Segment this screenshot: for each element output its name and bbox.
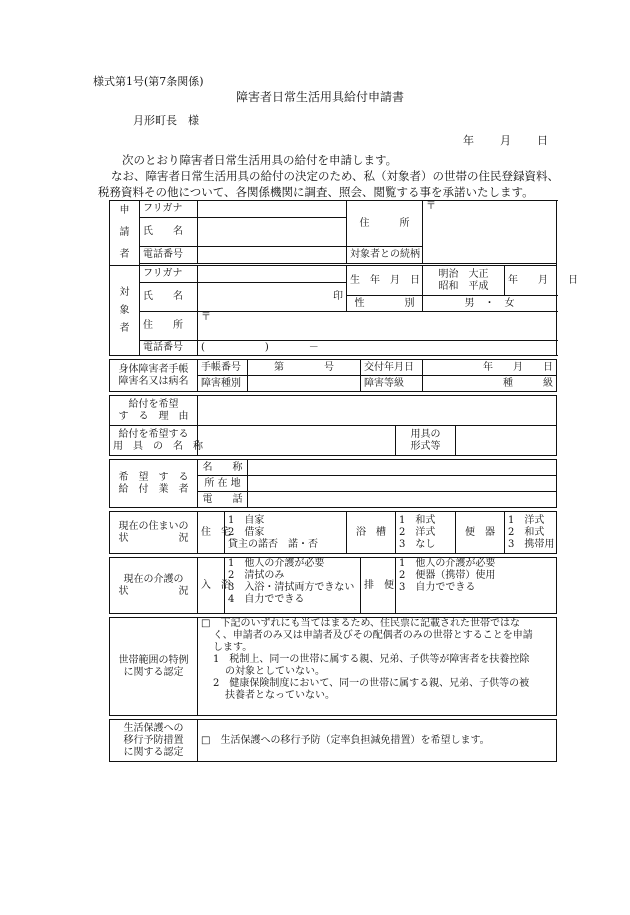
house-options[interactable]: 1 自家 2 借家 貸主の諾否 諾・否 [225, 512, 347, 554]
disability-grade-field[interactable]: 種 級 [423, 376, 557, 392]
equipment-name-field[interactable] [198, 426, 396, 456]
applicant-relation-label: 対象者との続柄 [347, 247, 423, 264]
bathing-options[interactable]: 1 他人の介護が必要 2 清拭のみ 3 入浴・清拭両方できない 4 自力でできる [225, 558, 361, 614]
handbook-number-label: 手帳番号 [198, 360, 248, 376]
vendor-location-label: 所 在 地 [198, 476, 248, 492]
subject-sex-options[interactable]: 男 ・ 女 [423, 296, 557, 312]
applicant-furigana-label: フリガナ [140, 201, 198, 218]
form-title: 障害者日常生活用具給付申請書 [236, 90, 405, 104]
vendor-label: 希 望 す る 給 付 業 者 [110, 460, 198, 508]
reason-field[interactable] [198, 396, 557, 426]
welfare-checkbox-text[interactable]: □ 生活保護への移行予防（定率負担減免措置）を希望します。 [198, 720, 557, 762]
subject-phone-label: 電話番号 [140, 341, 198, 356]
subject-name-label: 氏 名 [140, 283, 198, 312]
issue-date-label: 交付年月日 [361, 360, 423, 376]
household-label: 世帯範囲の特例 に関する認定 [110, 618, 198, 716]
date-month-label: 月 [500, 134, 511, 147]
housing-label: 現在の住まいの 状 況 [110, 512, 198, 554]
subject-section-label: 対 象 者 [110, 266, 140, 356]
applicant-name-label: 氏 名 [140, 218, 198, 247]
household-text[interactable]: □ 下記のいずれにも当てはまるため、住民票に記載された世帯ではな く、申請者のみ又は申請者及びその配偶者のみの世帯とすることを申請 します。 1 税制上、同一の世帯に属する親、兄弟、子供等が障害者を扶養控除 の対象としていない。 2 健康保険制度において、同一の世帯に属する親、兄弟、子供等の被 扶養者となっていない。 [198, 618, 557, 716]
subject-address-label: 住 所 [140, 312, 198, 341]
vendor-name-field[interactable] [248, 460, 557, 476]
intro-paragraph-3: 税務資料その他について、各関係機関に調査、照会、閲覧する事を承諾いたします。 [98, 185, 534, 199]
vendor-name-label: 名 称 [198, 460, 248, 476]
excretion-label: 排 便 [361, 558, 396, 614]
disability-grade-label: 障害等級 [361, 376, 423, 392]
care-label: 現在の介護の 状 況 [110, 558, 198, 614]
applicant-address-field[interactable] [423, 201, 557, 264]
toilet-options[interactable]: 1 洋式 2 和式 3 携帯用 [505, 512, 557, 554]
date-day-label: 日 [537, 134, 548, 147]
equipment-form-field[interactable] [456, 426, 557, 456]
subject-birth-date-field[interactable]: 年 月 日 [505, 266, 557, 296]
equipment-name-label: 給付を希望する 用 具 の 名 称 [110, 426, 198, 456]
bathtub-options[interactable]: 1 和式 2 洋式 3 なし [396, 512, 456, 554]
application-form-table [109, 200, 579, 762]
applicant-address-label: 住 所 [347, 201, 423, 247]
excretion-options[interactable]: 1 他人の介護が必要 2 便器（携帯）使用 3 自力でできる [396, 558, 557, 614]
applicant-furigana-field[interactable] [198, 201, 347, 218]
subject-birth-label: 生 年 月 日 [347, 266, 423, 296]
house-label: 住 宅 [198, 512, 225, 554]
subject-phone-field[interactable]: ( ) － [198, 341, 557, 356]
welfare-label: 生活保護への 移行予防措置 に関する認定 [110, 720, 198, 762]
subject-sex-label: 性 別 [347, 296, 423, 312]
vendor-phone-label: 電 話 [198, 492, 248, 508]
vendor-location-field[interactable] [248, 476, 557, 492]
intro-paragraph-2: なお、障害者日常生活用具の給付の決定のため、私（対象者）の世帯の住民登録資料、 [111, 169, 560, 183]
applicant-phone-label: 電話番号 [140, 247, 198, 264]
vendor-phone-field[interactable] [248, 492, 557, 508]
toilet-label: 便 器 [456, 512, 505, 554]
addressee: 月形町長 様 [133, 114, 199, 127]
handbook-label: 身体障害者手帳 障害名又は病名 [110, 360, 198, 392]
intro-paragraph-1: 次のとおり障害者日常生活用具の給付を申請します。 [122, 153, 398, 167]
issue-date-field[interactable]: 年 月 日 [423, 360, 557, 376]
subject-era-options[interactable]: 明治 大正 昭和 平成 [423, 266, 505, 296]
equipment-form-label: 用具の 形式等 [396, 426, 456, 456]
date-year-label: 年 [463, 134, 474, 147]
applicant-postal-mark: 〒 [426, 201, 437, 212]
subject-address-field[interactable] [198, 312, 557, 341]
seal-mark: 印 [333, 291, 344, 302]
applicant-name-field[interactable] [198, 218, 347, 247]
applicant-phone-field[interactable] [198, 247, 347, 264]
subject-furigana-label: フリガナ [140, 266, 198, 283]
form-number: 様式第1号(第7条関係) [93, 75, 204, 88]
subject-furigana-field[interactable] [198, 266, 347, 283]
bathtub-label: 浴 槽 [347, 512, 396, 554]
handbook-number-field[interactable]: 第 号 [248, 360, 361, 376]
disability-type-field[interactable] [248, 376, 361, 392]
bathing-label: 入 浴 [198, 558, 225, 614]
subject-postal-mark: 〒 [201, 312, 211, 323]
disability-type-label: 障害種別 [198, 376, 248, 392]
subject-name-field[interactable] [198, 283, 347, 312]
reason-label: 給付を希望 す る 理 由 [110, 396, 198, 426]
applicant-section-label: 申 請 者 [110, 201, 140, 266]
